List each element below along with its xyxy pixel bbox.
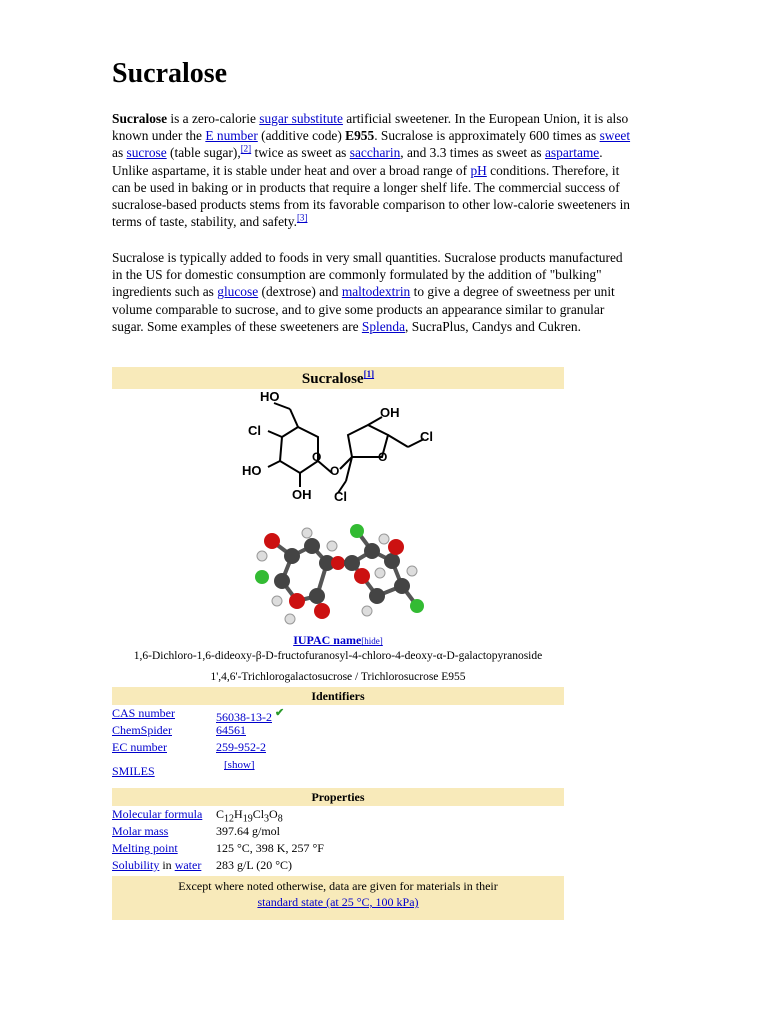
link-maltodextrin[interactable]: maltodextrin xyxy=(341,284,411,300)
chemspider-value[interactable]: 64561 xyxy=(216,723,246,737)
solubility-value: 283 g/L (20 °C) xyxy=(216,858,293,872)
infobox xyxy=(112,367,564,920)
text: conditions. Therefore, it can be used in baking or in products that require a longer shelf life. The commercial success of sucralose-based products stems from its favorable comparison to other low-calorie sweeteners in terms of taste, stability, and safety. xyxy=(112,162,630,230)
iupac-name-heading xyxy=(112,633,564,648)
intro-paragraph xyxy=(112,110,632,230)
cas-number-link[interactable]: CAS number xyxy=(112,706,175,720)
label-ho: HO xyxy=(242,463,262,478)
label-o: O xyxy=(330,464,340,478)
structural-formula-image xyxy=(112,389,564,501)
link-aspartame[interactable]: aspartame xyxy=(544,145,600,161)
reference-3[interactable]: [3] xyxy=(296,212,308,223)
identifiers-header: Identifiers xyxy=(112,687,564,705)
page-title: Sucralose xyxy=(112,58,228,89)
reference-2[interactable]: [2] xyxy=(240,143,252,154)
check-icon: ✔ xyxy=(275,707,285,719)
ball-and-stick-image xyxy=(112,501,564,631)
table-row xyxy=(112,739,564,756)
text: to give a degree of sweetness per unit volume comparable to sucrose, and to give some products an appearance similar to granular sugar. Some examples of these sweeteners are xyxy=(112,284,615,334)
text: (additive code) xyxy=(257,128,346,144)
other-names: 1',4,6'-Trichlorogalactosucrose / Trichlorosucrose E955 xyxy=(210,671,466,683)
smiles-link[interactable]: SMILES xyxy=(112,764,155,778)
table-row xyxy=(112,705,564,722)
link-e-number[interactable]: E number xyxy=(205,128,258,144)
molar-mass-value: 397.64 g/mol xyxy=(216,824,281,838)
text: , SucraPlus, Candys and Cukren. xyxy=(405,318,581,334)
link-saccharin[interactable]: saccharin xyxy=(349,145,401,161)
table-row xyxy=(112,840,564,857)
link-sucrose[interactable]: sucrose xyxy=(126,145,167,161)
table-row xyxy=(112,823,564,840)
bold-term: Sucralose xyxy=(112,111,168,126)
molecular-formula-value: $C_{12}H_{19}Cl_3O_8$ xyxy=(216,807,283,825)
molar-mass-link[interactable]: Molar mass xyxy=(112,824,169,838)
table-row xyxy=(112,806,564,823)
infobox-footnote xyxy=(112,876,564,920)
iupac-name-value: 1,6-Dichloro-1,6-dideoxy-β-D-fructofuranosyl-4-chloro-4-deoxy-α-D-galactopyranoside xyxy=(133,650,543,662)
melting-point-value: 125 °C, 398 K, 257 °F xyxy=(216,841,324,855)
structure-diagram xyxy=(112,389,564,501)
bold-code: E955 xyxy=(345,128,375,144)
smiles-show-toggle[interactable]: [show] xyxy=(224,759,255,771)
footnote-text: Except where noted otherwise, data are given for materials in their xyxy=(178,879,498,893)
water-link[interactable]: water xyxy=(174,858,202,872)
table-row xyxy=(112,857,564,874)
iupac-name-link[interactable]: IUPAC name xyxy=(293,633,362,647)
table-row xyxy=(112,722,564,739)
cas-number-value[interactable]: 56038-13-2 xyxy=(216,710,272,724)
properties-header: Properties xyxy=(112,788,564,806)
text: (table sugar), xyxy=(166,145,241,161)
label-oh: OH xyxy=(380,405,400,420)
text: , and 3.3 times as sweet as xyxy=(400,145,545,161)
standard-state-link[interactable]: standard state (at 25 °C, 100 kPa) xyxy=(257,895,419,909)
text: Sucralose is typically added to foods in very small quantities. Sucralose products manufactured in the US for domestic consumption are commonly formulated by the addition of "bulking" ingredients such as xyxy=(112,250,623,300)
text: . Unlike aspartame, it is stable under heat and over a broad range of xyxy=(112,145,603,178)
molecular-formula-link[interactable]: Molecular formula xyxy=(112,807,203,821)
label-ho: HO xyxy=(260,389,280,404)
chemspider-link[interactable]: ChemSpider xyxy=(112,723,172,737)
text: (dextrose) and xyxy=(258,284,342,300)
solubility-link[interactable]: Solubility xyxy=(112,858,160,872)
label-o: O xyxy=(312,450,322,464)
ec-number-value[interactable]: 259-952-2 xyxy=(216,740,266,754)
infobox-title-text: Sucralose xyxy=(301,371,364,387)
text: artificial sweetener. In the European Union, it is also known under the xyxy=(112,111,629,144)
iupac-hide-toggle[interactable]: [hide] xyxy=(361,636,383,646)
label-cl: Cl xyxy=(248,423,261,438)
label-oh: OH xyxy=(292,487,312,501)
label-o: O xyxy=(378,450,388,464)
text: . Sucralose is approximately 600 times as xyxy=(374,128,600,144)
label-cl: Cl xyxy=(420,429,433,444)
table-row xyxy=(112,756,564,780)
link-sweet[interactable]: sweet xyxy=(599,128,631,144)
link-ph[interactable]: pH xyxy=(470,162,487,178)
melting-point-link[interactable]: Melting point xyxy=(112,841,178,855)
infobox-title xyxy=(112,367,564,389)
ball-and-stick-model xyxy=(112,501,564,631)
ec-number-link[interactable]: EC number xyxy=(112,740,167,754)
link-glucose[interactable]: glucose xyxy=(217,284,259,300)
infobox-reference-1[interactable]: [1] xyxy=(363,369,375,379)
text: in xyxy=(159,858,175,872)
link-sugar-substitute[interactable]: sugar substitute xyxy=(259,111,343,126)
second-paragraph xyxy=(112,249,632,335)
text: as xyxy=(112,145,127,161)
text: twice as sweet as xyxy=(251,145,350,161)
label-cl: Cl xyxy=(334,489,347,501)
link-splenda[interactable]: Splenda xyxy=(361,318,406,334)
text: is a zero-calorie xyxy=(167,111,260,126)
